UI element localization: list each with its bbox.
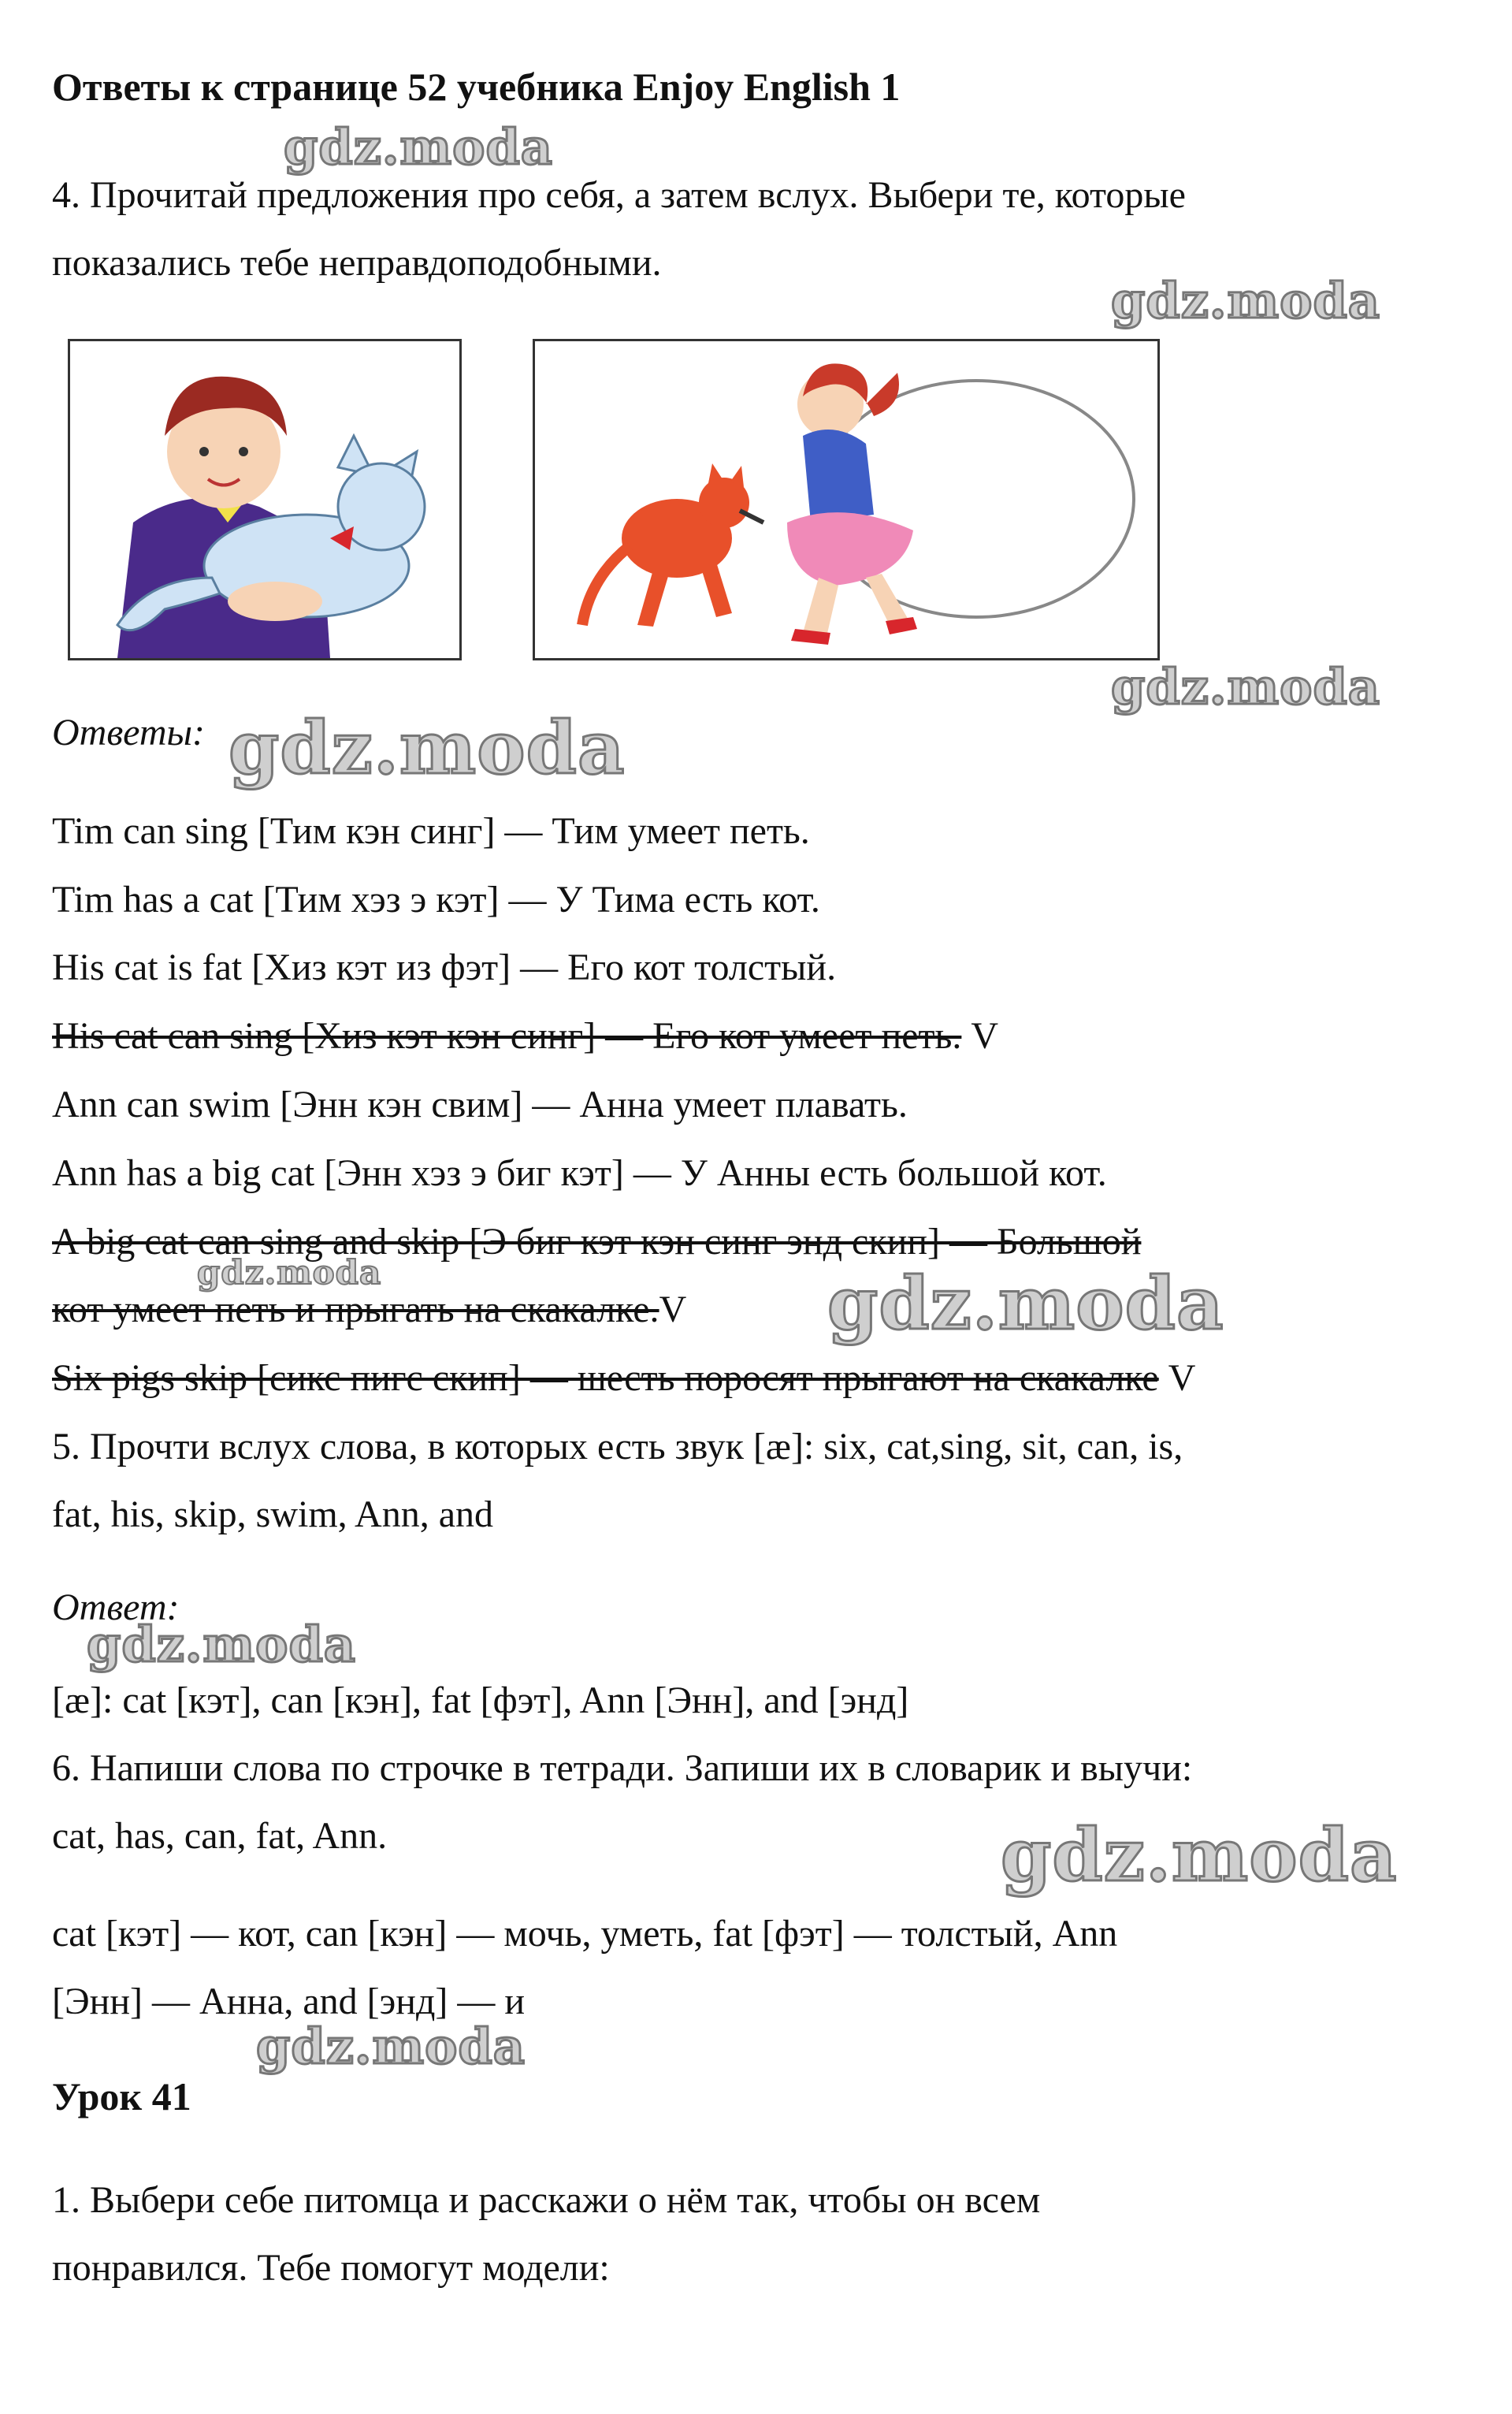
answer6-line1: cat [кэт] — кот, can [кэн] — мочь, уметь, fat [фэт] — толстый, Ann bbox=[52, 1913, 1118, 1955]
watermark: gdz.moda bbox=[1111, 658, 1380, 716]
sentence-4-text: His cat can sing [Хиз кэт кэн синг] — Его кот умеет петь. bbox=[52, 1015, 962, 1057]
check-mark: V bbox=[971, 1015, 999, 1057]
illustration-girl-skipping-with-cat bbox=[533, 339, 1160, 660]
sentence-1: Tim can sing [Тим кэн синг] — Тим умеет петь. bbox=[52, 810, 810, 852]
task4-line1: 4. Прочитай предложения про себя, а затем вслух. Выбери те, которые bbox=[52, 174, 1186, 216]
watermark: gdz.moda bbox=[87, 1616, 356, 1673]
watermark: gdz.moda bbox=[284, 118, 553, 176]
task6-line2: cat, has, can, fat, Ann. bbox=[52, 1815, 388, 1857]
lesson-title: Урок 41 bbox=[52, 2074, 191, 2118]
sentence-8-text: кот умеет петь и прыгать на скакалке. bbox=[52, 1289, 659, 1330]
sentence-5: Ann can swim [Энн кэн свим] — Анна умеет плавать. bbox=[52, 1084, 908, 1125]
task4-line2: показались тебе неправдоподобными. bbox=[52, 242, 662, 284]
page-title: Ответы к странице 52 учебника Enjoy English 1 bbox=[52, 65, 901, 109]
sentence-7-struck: A big cat can sing and skip [Э биг кэт кэн синг энд скип] — Большой bbox=[52, 1221, 1142, 1263]
boy-with-cat-image bbox=[70, 341, 459, 658]
watermark: gdz.moda bbox=[1001, 1813, 1398, 1898]
task1-line2: понравился. Тебе помогут модели: bbox=[52, 2247, 610, 2289]
watermark: gdz.moda bbox=[1111, 272, 1380, 329]
answer-label: Ответ: bbox=[52, 1586, 180, 1628]
watermark: gdz.moda bbox=[256, 2018, 526, 2075]
answer5: [æ]: cat [кэт], can [кэн], fat [фэт], Ann [Энн], and [энд] bbox=[52, 1679, 909, 1721]
girl-skipping-image bbox=[535, 341, 1157, 658]
sentence-3: His cat is fat [Хиз кэт из фэт] — Его кот толстый. bbox=[52, 947, 837, 988]
answer6-line2: [Энн] — Анна, and [энд] — и bbox=[52, 1981, 526, 2022]
task6-line1: 6. Напиши слова по строчке в тетради. Запиши их в словарик и выучи: bbox=[52, 1747, 1193, 1789]
sentence-8-struck bbox=[52, 1286, 686, 1333]
sentence-6: Ann has a big cat [Энн хэз э биг кэт] — У Анны есть большой кот. bbox=[52, 1152, 1107, 1194]
check-mark: V bbox=[1168, 1357, 1196, 1399]
watermark: gdz.moda bbox=[228, 705, 626, 790]
sentence-2: Tim has a cat [Тим хэз э кэт] — У Тима есть кот. bbox=[52, 879, 820, 921]
answers-label: Ответы: bbox=[52, 712, 205, 753]
task5-line2: fat, his, skip, swim, Ann, and bbox=[52, 1493, 493, 1535]
watermark: gdz.moda bbox=[197, 1253, 382, 1292]
task5-line1: 5. Прочти вслух слова, в которых есть звук [æ]: six, cat,sing, sit, can, is, bbox=[52, 1426, 1183, 1467]
illustration-boy-with-cat bbox=[68, 339, 462, 660]
check-mark: V bbox=[659, 1289, 687, 1330]
watermark: gdz.moda bbox=[827, 1261, 1224, 1346]
task1-line1: 1. Выбери себе питомца и расскажи о нём так, чтобы он всем bbox=[52, 2179, 1041, 2221]
sentence-4-struck bbox=[52, 1013, 998, 1060]
sentence-9-struck bbox=[52, 1355, 1195, 1402]
sentence-9-text: Six pigs skip [сикс пигс скип] — шесть поросят прыгают на скакалке bbox=[52, 1357, 1159, 1399]
